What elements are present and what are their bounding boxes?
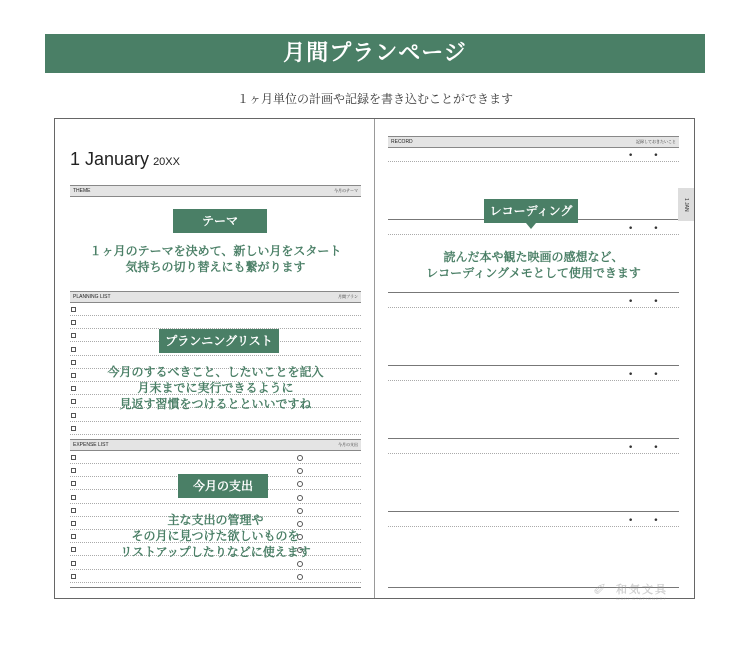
coin-icon [297, 574, 303, 580]
expense-desc-line: 主な支出の管理や [167, 513, 264, 527]
coin-icon [297, 481, 303, 487]
logo-subtext: WAKI STATIONERY [616, 596, 668, 601]
expense-callout-label: 今月の支出 [178, 474, 268, 498]
theme-callout-desc [55, 243, 376, 275]
expense-header [70, 439, 361, 451]
marker-dots: •• [628, 297, 679, 307]
planning-desc-line: 見返す習慣をつけるとといいですね [119, 397, 312, 411]
theme-title: THEME [73, 188, 91, 194]
checkbox-icon[interactable] [71, 413, 76, 418]
ruled-line [70, 582, 361, 583]
record-block-line [388, 292, 679, 293]
record-callout-desc [373, 249, 694, 281]
marker-dots: •• [628, 516, 679, 526]
checkbox-icon[interactable] [71, 320, 76, 325]
record-block-line [388, 511, 679, 512]
checkbox-icon[interactable] [71, 468, 76, 473]
record-desc-line: 読んだ本や観た映画の感想など、 [443, 250, 624, 264]
checkbox-icon[interactable] [71, 307, 76, 312]
expense-title: EXPENSE LIST [73, 442, 109, 448]
marker-dots: •• [628, 443, 679, 453]
theme-callout-label: テーマ [173, 209, 267, 233]
record-block-line [388, 438, 679, 439]
theme-header [70, 185, 361, 197]
planning-callout-desc [55, 364, 376, 412]
coin-icon [297, 468, 303, 474]
logo-name: 和気文具 [616, 583, 668, 596]
planning-header [70, 291, 361, 303]
page-title-banner: 月間プランページ [45, 34, 705, 73]
planner-spread [54, 118, 695, 599]
planning-desc-line: 月末までに実行できるように [137, 381, 294, 395]
expense-note: 今月の支出 [338, 442, 358, 447]
record-callout-label: レコーディング [484, 199, 578, 223]
planning-callout-label: プランニングリスト [159, 329, 279, 353]
theme-desc-line: 気持ちの切り替えにも繋がります [125, 260, 306, 274]
checkbox-icon[interactable] [71, 426, 76, 431]
left-page [70, 119, 361, 598]
page-subtitle: １ヶ月単位の計画や記録を書き込むことができます [236, 92, 513, 106]
record-title: RECORD [391, 139, 413, 145]
planning-desc-line: 今月のするべきこと、したいことを記入 [107, 365, 324, 379]
ruled-line [70, 355, 361, 356]
checkbox-icon[interactable] [71, 561, 76, 566]
planning-note: 月間プラン [338, 294, 358, 299]
year-label: 20XX [153, 156, 180, 168]
ruled-line [388, 380, 679, 381]
section-end-line [70, 587, 361, 588]
record-block-line [388, 365, 679, 366]
ruled-line [388, 453, 679, 454]
checkbox-icon[interactable] [71, 495, 76, 500]
ruled-line [70, 315, 361, 316]
checkbox-icon[interactable] [71, 481, 76, 486]
ruled-line [70, 463, 361, 464]
date-label: 1 January [70, 149, 150, 169]
expense-desc-line: リストアップしたりなどに使えます [120, 545, 311, 559]
checkbox-icon[interactable] [71, 333, 76, 338]
ruled-line [388, 234, 679, 235]
ruled-line [388, 161, 679, 162]
ruled-line [70, 569, 361, 570]
checkbox-icon[interactable] [71, 455, 76, 460]
expense-callout-desc [55, 512, 376, 560]
coin-icon [297, 455, 303, 461]
theme-note: 今月のテーマ [334, 188, 358, 193]
ruled-line [388, 526, 679, 527]
coin-icon [297, 495, 303, 501]
ruled-line [70, 434, 361, 435]
ruled-line [70, 421, 361, 422]
brand-logo [593, 578, 697, 606]
ruled-line [70, 503, 361, 504]
checkbox-icon[interactable] [71, 347, 76, 352]
coin-icon [297, 561, 303, 567]
right-page [388, 119, 679, 598]
planning-title: PLANNING LIST [73, 294, 111, 300]
marker-dots: •• [628, 151, 679, 161]
theme-desc-line: １ヶ月のテーマを決めて、新しい月をスタート [89, 244, 342, 258]
month-index-tab[interactable]: 1 JAN [678, 188, 694, 221]
checkbox-icon[interactable] [71, 574, 76, 579]
marker-dots: •• [628, 370, 679, 380]
ruled-line [388, 307, 679, 308]
marker-dots: •• [628, 224, 679, 234]
pen-icon: ✐ [593, 580, 607, 599]
record-note: 記録しておきたいこと [636, 139, 676, 144]
month-date-heading [70, 149, 180, 170]
expense-desc-line: その月に見つけた欲しいものを [131, 529, 300, 543]
record-desc-line: レコーディングメモとして使用できます [426, 266, 641, 280]
record-header [388, 136, 679, 148]
